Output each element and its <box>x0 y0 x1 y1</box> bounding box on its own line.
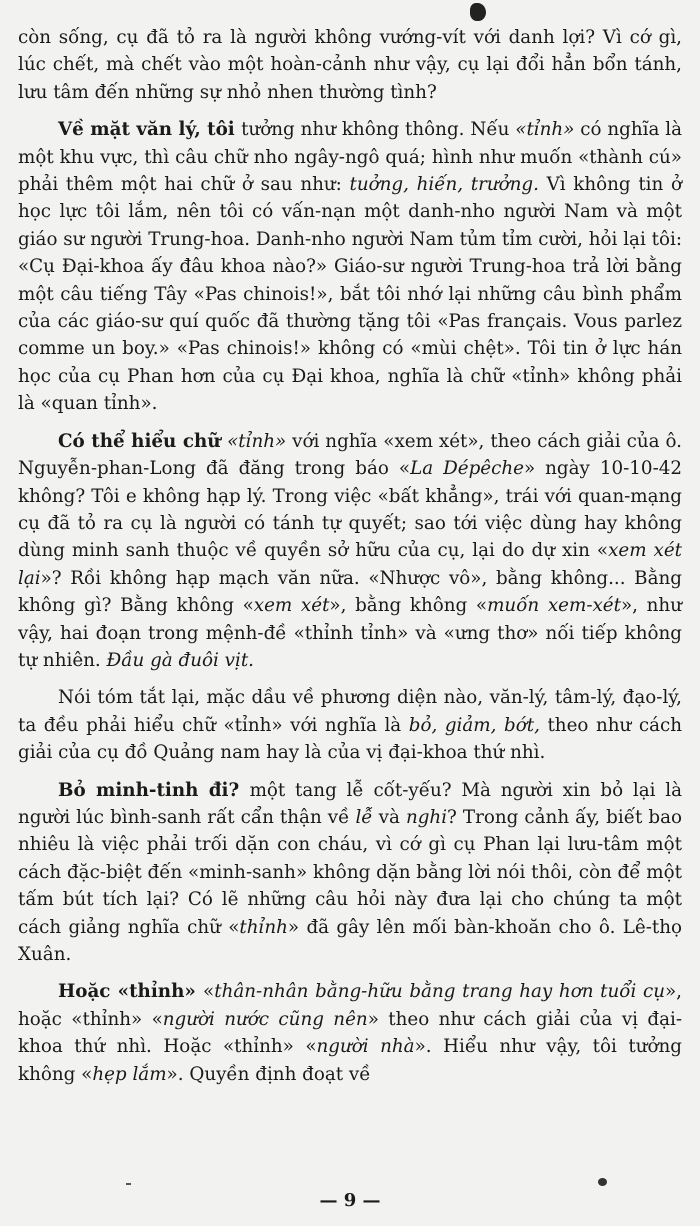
text-run: người nhà <box>316 1036 415 1058</box>
text-run: xem xét lại <box>18 540 682 589</box>
text-run: nghi <box>405 806 448 828</box>
text-run: »? Rồi không hạp mạch văn nữa. «Nhược vô», bằng không... Bằng không gì? Bằng không « <box>18 567 682 617</box>
paragraph-p5 <box>18 777 682 969</box>
text-run: «tỉnh» <box>227 430 287 452</box>
paragraph-p4 <box>18 684 682 766</box>
text-run: xem xét <box>253 595 330 617</box>
text-run: Đầu gà đuôi vịt. <box>106 649 254 671</box>
text-run: Có thể hiểu chữ <box>58 430 228 452</box>
text-run: Nói tóm tắt lại, mặc dầu về phương diện nào, văn-lý, tâm-lý, đạo-lý, ta đều phải hiểu chữ «tỉnh» với nghĩa là <box>18 687 682 736</box>
ink-dot <box>598 1178 607 1186</box>
text-run: ». Hiểu như vậy, tôi tưởng không « <box>18 1036 682 1085</box>
text-run: ». Quyền định đoạt về <box>166 1063 371 1085</box>
paragraph-p1 <box>18 24 682 106</box>
text-run: La Dépêche <box>410 458 524 480</box>
text-run: một tang lễ cốt-yếu? Mà người xin bỏ lại là người lúc bình-sanh rất cẩn thận về <box>18 779 682 828</box>
text-run: » đã gây lên mối bàn-khoăn cho ô. Lê-thọ Xuân. <box>18 916 683 965</box>
text-run: còn sống, cụ đã tỏ ra là người không vướng-vít với danh lợi? Vì cớ gì, lúc chết, mà chết vào một hoàn-cảnh như vậy, cụ lại đổi hẳn bổn tánh, lưu tâm đến những sự nhỏ nhen thường tình? <box>18 27 682 103</box>
text-run: Vì không tin ở học lực tôi lắm, nên tôi có vấn-nạn một danh-nho người Nam và một giáo sư người Trung-hoa. Danh-nho người Nam tủm tỉm cười, hỏi lại tôi: «Cụ Đại-khoa ấy đâu khoa nào?» Giáo-sư người Trung-hoa trả lời bằng một câu tiếng Tây «Pas chinois!», bắt tôi nhớ lại những câu bình phẩm của các giáo-sư quí quốc đã thường tặng tôi «Pas français. Vous parlez comme un boy.» «Pas chinois!» không có «mùi chệt». Tôi tin ở lực hán học của cụ Phan hơn của cụ Đại khoa, nghĩa là chữ «tỉnh» không phải là «quan tỉnh». <box>18 174 682 415</box>
ink-mark <box>126 1183 131 1185</box>
text-run: theo như cách giải của cụ đồ Quảng nam hay là của vị đại-khoa thứ nhì. <box>18 714 683 764</box>
text-run: » theo như cách giải của vị đại-khoa thứ nhì. Hoặc «thỉnh» « <box>18 1008 683 1058</box>
text-run: muốn xem-xét <box>487 595 621 617</box>
text-run: tưởng như không thông. Nếu <box>241 119 516 141</box>
page-number: — 9 — <box>319 1190 381 1211</box>
text-run: ? Trong cảnh ấy, biết bao nhiêu là việc phải trối dặn con cháu, vì cớ gì cụ Phan lại lưu-tâm một cách đặc-biệt đến «minh-sanh» không dặn bằng lời nói thôi, còn để một tấm bút tích lại? Có lẽ những câu hỏi này đưa lại cho chúng ta một cách giảng nghĩa chữ « <box>18 806 682 938</box>
text-run: « <box>203 981 215 1003</box>
page-body <box>18 24 682 1098</box>
text-run: thỉnh <box>239 916 288 938</box>
paragraph-p3 <box>18 428 682 675</box>
paragraph-p2 <box>18 116 682 417</box>
text-run: », bằng không « <box>329 595 488 617</box>
text-run: hẹp lắm <box>92 1063 167 1085</box>
text-run: » ngày 10-10-42 không? Tôi e không hạp lý. Trong việc «bất khẳng», trái với quan-mạng cụ đã tỏ ra cụ là người có tánh tự quyết; sao tới việc dùng hay không dùng minh sanh thuộc về quyền sở hữu của cụ, lại do dự xin « <box>18 458 683 562</box>
text-run: có nghĩa là một khu vực, thì câu chữ nho ngây-ngô quá; hình như muốn «thành cú» phải thêm một hai chữ ở sau như: <box>18 119 683 196</box>
text-run: và <box>372 806 406 828</box>
text-run: «tỉnh» <box>515 119 575 141</box>
text-run: với nghĩa «xem xét», theo cách giải của ô. Nguyễn-phan-Long đã đăng trong báo « <box>18 430 682 480</box>
text-run: tuởng, hiến, trưởng. <box>349 174 539 196</box>
ink-smudge <box>470 3 486 21</box>
text-run: Bỏ minh-tinh đi? <box>58 779 250 801</box>
text-run: », như vậy, hai đoạn trong mệnh-đề «thỉnh tỉnh» và «ưng thơ» nối tiếp không tự nhiên. <box>18 595 682 671</box>
text-run: thân-nhân bằng-hữu bằng trang hay hơn tuổi cụ <box>214 981 665 1003</box>
text-run: bỏ, giảm, bớt, <box>408 714 540 736</box>
text-run: », hoặc «thỉnh» « <box>18 981 682 1030</box>
paragraph-p6 <box>18 978 682 1088</box>
text-run: người nước cũng nên <box>162 1008 368 1030</box>
text-run: Hoặc «thỉnh» <box>58 981 204 1003</box>
text-run: lễ <box>355 806 373 828</box>
text-run: Về mặt văn lý, tôi <box>58 119 242 141</box>
